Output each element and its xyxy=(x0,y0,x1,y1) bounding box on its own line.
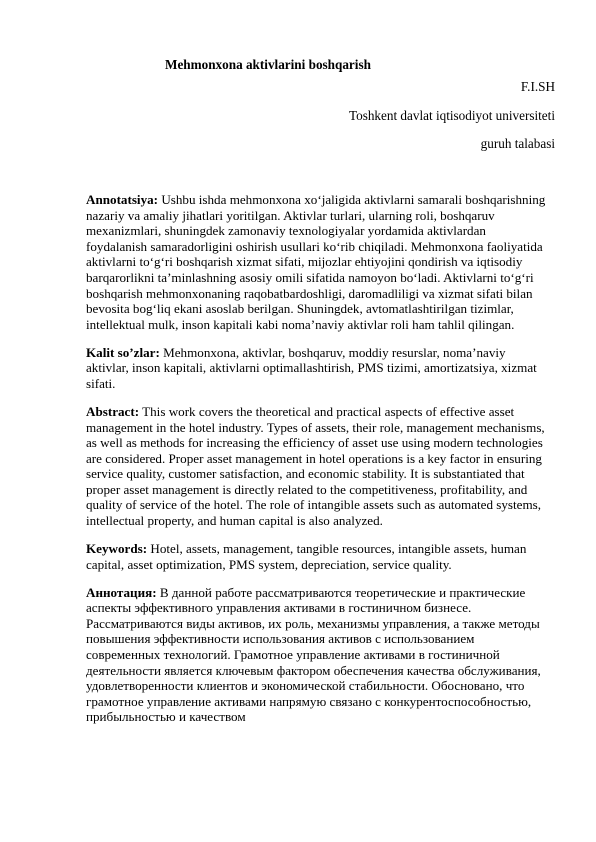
author-position: guruh talabasi xyxy=(480,136,555,151)
annotation-uz-label: Annotatsiya: xyxy=(86,192,159,207)
keywords-uz-label: Kalit so’zlar: xyxy=(86,344,160,360)
keywords-en-text: Hotel, assets, management, tangible resources, intangible assets, human capital, asset optimization, PMS system, depreciation, service quality. xyxy=(86,541,527,572)
paper-title: Mehmonxona aktivlarini boshqarish xyxy=(165,57,371,72)
author-name: F.I.SH xyxy=(520,79,555,94)
abstract-en-text: This work covers the theoretical and practical aspects of effective asset management in the hotel industry. Types of assets, their role, management mechanisms, as well as methods for increasing the efficiency of asset use using modern technologies are considered. Proper asset management in hotel operations is a key factor in ensuring service quality, customer satisfaction, and economic stability. It is substantiated that proper asset management is directly related to the competitiveness, profitability, and quality of service of the hotel. The role of intangible assets such as automated systems, intellectual property, and human capital is also analyzed. xyxy=(86,403,545,529)
annotation-ru-text: В данной работе рассматриваются теоретические и практические аспекты эффективного управления активами в гостиничном бизнесе. Рассматриваются виды активов, их роль, механизмы управления, а также методы повышения эффективности использования активов с использованием современных технологий. Грамотное управление активами в гостиничной деятельности является ключевым фактором обеспечения качества обслуживания, удовлетворенности клиентов и экономической стабильности. Обосновано, что грамотное управление активами напрямую связано с конкурентоспособностью, прибыльностью и качеством xyxy=(86,584,541,725)
abstract-en xyxy=(86,404,548,529)
annotation-ru xyxy=(86,585,548,725)
keywords-en xyxy=(86,541,548,572)
keywords-uz-text: Mehmonxona, aktivlar, boshqaruv, moddiy resurslar, noma’naviy aktivlar, inson kapitali, aktivlarni optimallashtirish, PMS tizimi, amortizatsiya, xizmat sifati. xyxy=(86,344,537,391)
annotation-uz xyxy=(86,192,548,332)
annotation-uz-text: Ushbu ishda mehmonxona xo‘jaligida aktivlarni samarali boshqarishning nazariy va amaliy jihatlari yoritilgan. Aktivlar turlari, ularning roli, boshqaruv mexanizmlari, shuningdek zamonaviy texnologiyalar yordamida aktivlardan foydalanish samaradorligini oshirish usullari ko‘rib chiqiladi. Mehmonxona faoliyatida aktivlarni to‘g‘ri boshqarish xizmat sifati, mijozlar ehtiyojini qondirish va iqtisodiy barqarorlikni ta’minlashning asosiy omili sifatida namoyon bo‘ladi. Aktivlarni to‘g‘ri boshqarish mehmonxonaning raqobatbardoshligi, daromadliligi va xizmat sifati bilan bevosita bog‘liq ekani asoslab berilgan. Shuningdek, avtomatlashtirilgan tizimlar, intellektual mulk, inson kapitali kabi noma’naviy aktivlar roli ham tahlil qilingan. xyxy=(86,192,546,332)
author-university: Toshkent davlat iqtisodiyot universiteti xyxy=(348,108,555,123)
annotation-ru-label: Аннотация: xyxy=(86,584,157,600)
abstract-en-label: Abstract: xyxy=(86,403,140,419)
keywords-uz xyxy=(86,345,548,392)
paper-body xyxy=(86,192,548,737)
keywords-en-label: Keywords: xyxy=(86,541,148,557)
